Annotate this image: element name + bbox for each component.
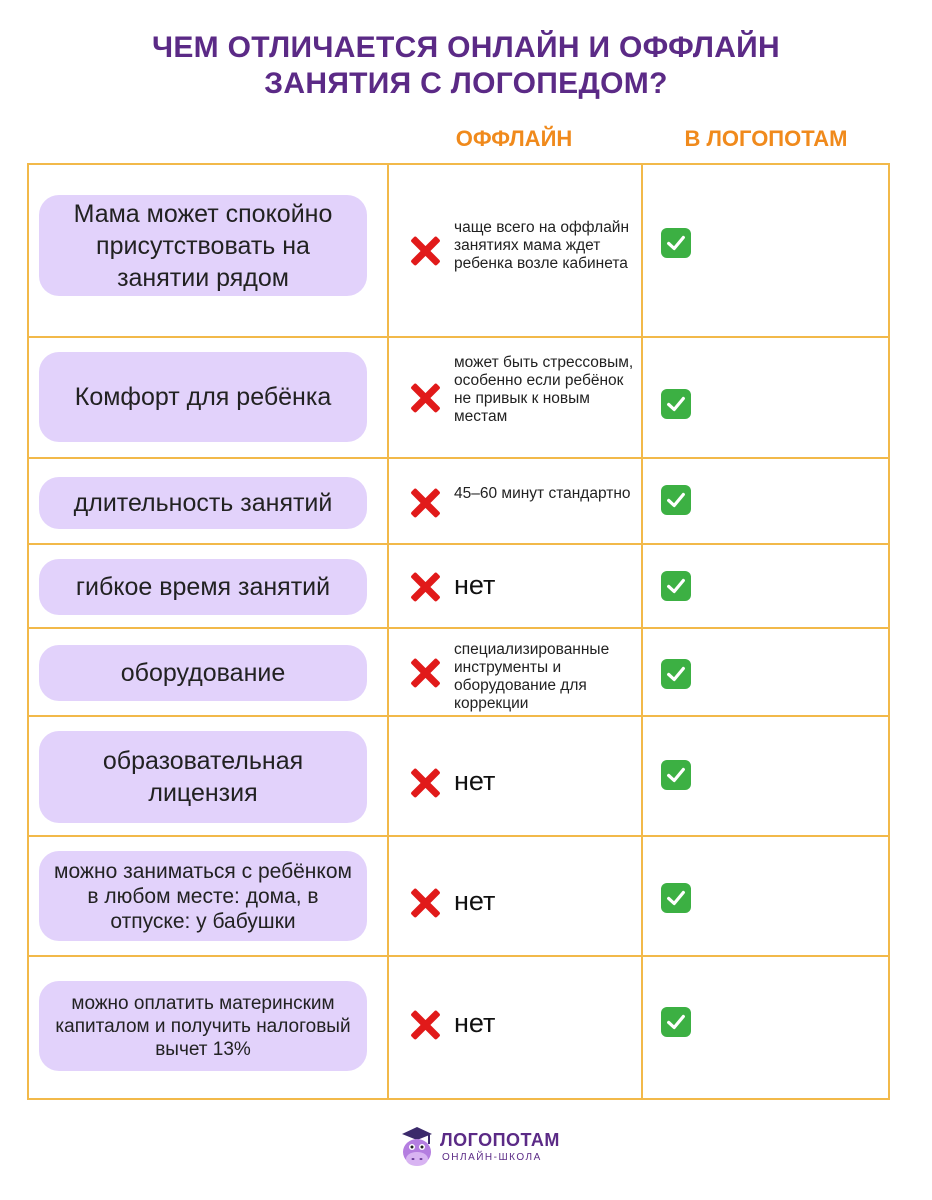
feature-label: длительность занятий	[39, 477, 367, 529]
column-header-logopotam: В ЛОГОПОТАМ	[684, 126, 848, 151]
column-header-offline: ОФФЛАЙН	[455, 126, 573, 151]
check-icon	[661, 571, 691, 601]
offline-note: чаще всего на оффлайн занятиях мама ждет ребенка возле кабинета	[454, 219, 630, 272]
check-icon	[661, 659, 691, 689]
check-icon	[661, 389, 691, 419]
logo-name: ЛОГОПОТАМ	[440, 1130, 560, 1150]
page-title	[0, 30, 932, 102]
table-row	[27, 457, 890, 545]
title-line-1: ЧЕМ ОТЛИЧАЕТСЯ ОНЛАЙН И ОФФЛАЙН	[151, 31, 780, 64]
offline-note: специализированные инструменты и оборудование для коррекции	[454, 641, 610, 712]
table-row	[27, 336, 890, 459]
offline-note: 45–60 минут стандартно	[454, 485, 631, 502]
table-row	[27, 627, 890, 717]
check-icon	[661, 228, 691, 258]
feature-label: Комфорт для ребёнка	[39, 352, 367, 442]
check-icon	[661, 1007, 691, 1037]
cross-icon	[409, 487, 441, 519]
hippo-icon	[398, 1124, 436, 1170]
cross-icon	[409, 767, 441, 799]
offline-note: может быть стрессовым, особенно если ребёнок не привык к новым местам	[454, 354, 634, 425]
feature-label: образовательная лицензия	[39, 731, 367, 823]
table-row	[27, 835, 890, 957]
logo-subtitle: ОНЛАЙН-ШКОЛА	[442, 1152, 542, 1163]
check-icon	[661, 760, 691, 790]
offline-note: нет	[454, 570, 496, 600]
cross-icon	[409, 1009, 441, 1041]
feature-label: можно заниматься с ребёнком в любом месте: дома, в отпуске: у бабушки	[39, 851, 367, 941]
cross-icon	[409, 657, 441, 689]
table-row	[27, 543, 890, 629]
check-icon	[661, 883, 691, 913]
cross-icon	[409, 887, 441, 919]
table-row	[27, 955, 890, 1100]
table-row	[27, 163, 890, 338]
table-row	[27, 715, 890, 837]
cross-icon	[409, 382, 441, 414]
cross-icon	[409, 235, 441, 267]
feature-label: Мама может спокойно присутствовать на занятии рядом	[39, 195, 367, 296]
logo	[398, 1124, 560, 1174]
offline-note: нет	[454, 1008, 496, 1038]
feature-label: можно оплатить материнским капиталом и получить налоговый вычет 13%	[39, 981, 367, 1071]
cross-icon	[409, 571, 441, 603]
check-icon	[661, 485, 691, 515]
title-line-2: ЗАНЯТИЯ С ЛОГОПЕДОМ?	[264, 67, 668, 100]
offline-note: нет	[454, 766, 496, 796]
offline-note: нет	[454, 886, 496, 916]
feature-label: гибкое время занятий	[39, 559, 367, 615]
feature-label: оборудование	[39, 645, 367, 701]
